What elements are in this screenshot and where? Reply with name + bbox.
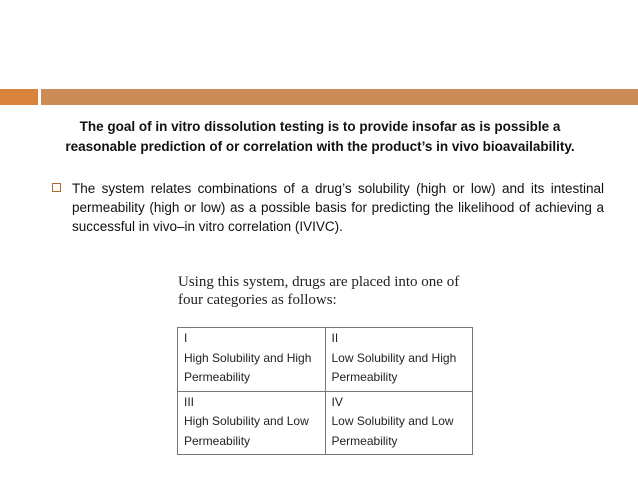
class-description-line-1: High Solubility and High: [184, 350, 312, 365]
heading-line-2: reasonable prediction of or correlation with the product’s in vivo bioavailability.: [65, 138, 575, 154]
class-number: II: [331, 331, 339, 345]
bcs-intro-text: [178, 273, 498, 309]
bcs-classification-table: [177, 327, 473, 455]
bullet-paragraph: The system relates combinations of a drug’s solubility (high or low) and its intestinal permeability (high or low) as a possible basis for predicting the likelihood of achieving a successful in vivo–in vitro correlation (IVIVC).: [72, 181, 604, 234]
class-description-line-2: Permeability: [331, 433, 398, 448]
class-description-line-1: Low Solubility and Low: [331, 414, 454, 428]
class-description-line-2: Permeability: [331, 370, 398, 384]
intro-line-1: Using this system, drugs are placed into one of: [178, 274, 460, 290]
table-row: [178, 328, 473, 392]
square-bullet-icon: [52, 183, 61, 192]
table-cell-class-iii: [178, 391, 326, 455]
class-description-line-1: High Solubility and Low: [184, 414, 309, 428]
intro-line-2: four categories as follows:: [178, 292, 337, 308]
table-cell-class-i: [178, 328, 326, 392]
table-cell-class-iv: [325, 391, 473, 455]
class-number: I: [184, 331, 188, 345]
accent-bar-left: [0, 89, 38, 105]
table-cell-class-ii: [325, 328, 473, 392]
class-description-line-2: Permeability: [184, 433, 251, 448]
heading-line-1: The goal of in vitro dissolution testing is to provide insofar as is possible a: [79, 119, 561, 134]
class-description-line-1: Low Solubility and High: [331, 350, 457, 365]
class-number: III: [184, 394, 195, 409]
class-number: IV: [331, 394, 343, 409]
accent-bar-right: [41, 89, 638, 105]
slide-heading: [40, 117, 600, 156]
class-description-line-2: Permeability: [184, 370, 251, 384]
table-row: [178, 391, 473, 455]
